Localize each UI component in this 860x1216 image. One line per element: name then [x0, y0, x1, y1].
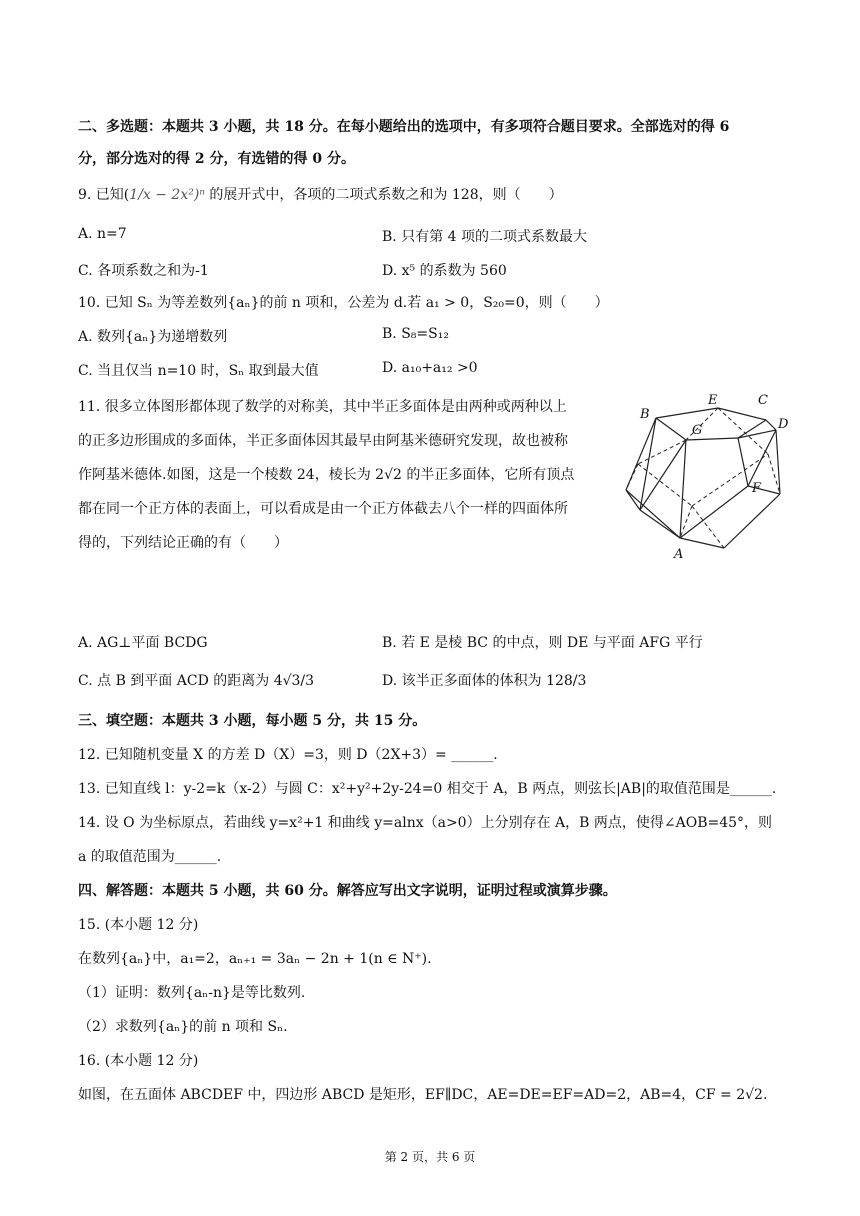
edge-right-bottom	[724, 494, 780, 548]
q13-stem: 13. 已知直线 l：y-2=k（x-2）与圆 C：x²+y²+2y-24=0 相交于 A，B 两点，则弦长|AB|的取值范围是______.	[78, 781, 777, 797]
q11-stem-line5: 得的，下列结论正确的有（ ）	[78, 535, 288, 551]
q15-part2: （2）求数列{aₙ}的前 n 项和 Sₙ.	[78, 1019, 288, 1035]
hidden-edge-left	[626, 464, 638, 490]
q9-option-b: B. 只有第 4 项的二项式系数最大	[382, 229, 587, 245]
q11-option-d: D. 该半正多面体的体积为 128/3	[382, 673, 587, 689]
edge-lower-a	[640, 510, 680, 538]
q15-stem: 在数列{aₙ}中，a₁=2，aₙ₊₁ = 3aₙ − 2n + 1(n ∈ N⁺).	[78, 951, 432, 967]
q10-option-b: B. S₈=S₁₂	[382, 326, 449, 342]
edge-b-lower	[640, 418, 656, 510]
q11-option-a: A. AG⊥平面 BCDG	[78, 635, 208, 651]
vertex-label-c: C	[758, 393, 768, 408]
edge-g-top	[686, 438, 738, 440]
q11-option-b: B. 若 E 是棱 BC 的中点，则 DE 与平面 AFG 平行	[382, 635, 703, 651]
vertex-label-f: F	[752, 481, 762, 496]
q11-option-c: C. 点 B 到平面 ACD 的距离为 4√3/3	[78, 673, 315, 689]
vertex-label-e: E	[708, 393, 718, 408]
q10-stem: 10. 已知 Sₙ 为等差数列{aₙ}的前 n 项和，公差为 d.若 a₁ > 0，S₂₀=0，则（ ）	[78, 295, 609, 311]
page-footer: 第 2 页，共 6 页	[384, 1150, 476, 1164]
edge-left-a	[626, 490, 680, 538]
hidden-edge-mid-right	[692, 454, 768, 506]
edge-bg	[656, 418, 686, 440]
vertex-label-a: A	[674, 547, 684, 562]
edge-ga	[680, 440, 686, 538]
q15-part1: （1）证明：数列{aₙ-n}是等比数列.	[78, 985, 306, 1001]
q11-stem-line1: 11. 很多立体图形都体现了数学的对称美，其中半正多面体是由两种或两种以上	[78, 399, 567, 415]
section-title-solutions: 四、解答题：本题共 5 小题，共 60 分。解答应写出文字说明，证明过程或演算步骤。	[78, 883, 617, 899]
vertex-label-b: B	[640, 407, 650, 422]
edge-cd	[766, 420, 776, 430]
vertex-label-d: D	[778, 417, 789, 432]
q14-stem-line2: a 的取值范围为______.	[78, 849, 222, 865]
q10-option-c: C. 当且仅当 n=10 时，Sₙ 取到最大值	[78, 363, 319, 379]
q15-heading: 15. (本小题 12 分)	[78, 917, 199, 933]
section-title-multiple-choice: 二、多选题：本题共 3 小题，共 18 分。在每小题给出的选项中，有多项符合题目要求。全部选对的得 6	[78, 119, 730, 135]
edge-be	[656, 408, 718, 418]
q9-expression: 1/x − 2x²)ⁿ	[129, 187, 205, 203]
q11-stem-line4: 都在同一个正方体的表面上，可以看成是由一个正方体截去八个一样的四面体所	[78, 501, 568, 517]
edge-f-up	[738, 438, 748, 486]
edge-fa	[680, 486, 748, 538]
q9-stem-start: 9. 已知(	[78, 187, 130, 203]
q16-heading: 16. (本小题 12 分)	[78, 1053, 199, 1069]
hidden-edge-e-right	[718, 408, 768, 454]
q10-option-a: A. 数列{aₙ}为递增数列	[78, 329, 228, 345]
q9-option-c: C. 各项系数之和为-1	[78, 263, 209, 279]
edge-g-lower	[640, 440, 686, 510]
section-title-multiple-choice-cont: 分，部分选对的得 2 分，有选错的得 0 分。	[78, 151, 355, 167]
section-title-fill-in: 三、填空题：本题共 3 小题，每小题 5 分，共 15 分。	[78, 713, 427, 729]
q11-stem-line2: 的正多边形围成的多面体，半正多面体因其最早由阿基米德研究发现，故也被称	[78, 433, 568, 449]
polyhedron-figure	[618, 388, 790, 564]
q12-stem: 12. 已知随机变量 X 的方差 D（X）=3，则 D（2X+3）= ______.	[78, 747, 498, 763]
q9-option-d: D. x⁵ 的系数为 560	[382, 263, 507, 279]
q9-option-a: A. n=7	[78, 226, 127, 242]
q10-option-d: D. a₁₀+a₁₂ >0	[382, 360, 478, 376]
q11-stem-line3: 作阿基米德体.如图，这是一个棱数 24，棱长为 2√2 的半正多面体，它所有顶点	[78, 467, 575, 483]
q14-stem-line1: 14. 设 O 为坐标原点，若曲线 y=x²+1 和曲线 y=alnx（a>0）上分别存在 A，B 两点，使得∠AOB=45°，则	[78, 815, 773, 831]
q16-stem: 如图，在五面体 ABCDEF 中，四边形 ABCD 是矩形，EF∥DC，AE=DE=EF=AD=2，AB=4，CF = 2√2.	[78, 1087, 768, 1103]
q9-stem-end: 的展开式中，各项的二项式系数之和为 128，则（ ）	[204, 187, 563, 203]
vertex-label-g: G	[692, 423, 703, 438]
q9-stem	[78, 184, 563, 204]
